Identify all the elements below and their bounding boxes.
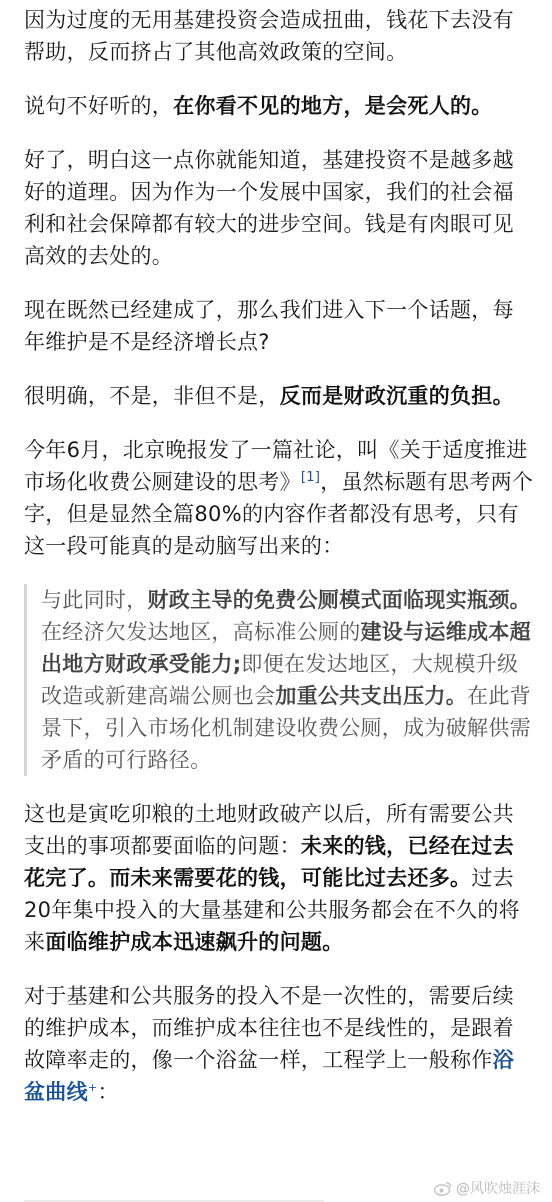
paragraph-text: ，虽然标题有思考两个字，但是显然全篇80%的内容作者都没有思考，只有这一段可能真的是动脑写出来的： <box>24 470 534 558</box>
weibo-icon <box>434 1181 452 1196</box>
paragraph-text: 这也是寅吃卯粮的土地财政破产以后，所有需要公共支出的事项都要面临的问题： <box>24 802 514 858</box>
watermark-text: @风吹烛涯沫 <box>456 1181 540 1197</box>
bold-emphasis: 建设与运维成本超出地方财政承受能力; <box>41 620 531 676</box>
blockquote <box>24 584 534 776</box>
paragraph-5 <box>24 380 534 412</box>
paragraph-text: 过去20年集中投入的大量基建和公共服务都会在不久的将来 <box>24 866 520 954</box>
paragraph-4 <box>24 294 534 358</box>
paragraph-text: 现在既然已经建成了，那么我们进入下一个话题，每年维护是不是经济增长点? <box>24 298 514 354</box>
paragraph-text: 很明确，不是，非但不是， <box>24 384 280 408</box>
paragraph-7 <box>24 798 534 958</box>
paragraph-6 <box>24 434 534 562</box>
paragraph-text: 好了，明白这一点你就能知道，基建投资不是越多越好的道理。因为作为一个发展中国家，我们的社会福利和社会保障都有较大的进步空间。钱是有肉眼可见高效的去处的。 <box>24 148 514 268</box>
bold-emphasis: 在你看不见的地方，是会死人的。 <box>173 94 493 118</box>
bold-emphasis: 加重公共支出压力。 <box>275 684 468 708</box>
paragraph-8 <box>24 980 534 1108</box>
paragraph-3 <box>24 144 534 272</box>
bold-emphasis: 反而是财政沉重的负担。 <box>279 384 514 408</box>
paragraph-1 <box>24 4 534 68</box>
quote-text: 即便在发达地区，大规模升级改造或新建高端公厕也会 <box>41 652 519 708</box>
quote-text: 与此同时， <box>41 588 148 612</box>
article-body <box>24 0 534 1108</box>
bathtub-curve-link[interactable]: 浴盆曲线 <box>24 1048 514 1104</box>
watermark <box>434 1178 540 1198</box>
citation-link[interactable]: [1] <box>300 470 321 485</box>
quote-text: 在此背景下，引入市场化机制建设收费公厕，成为破解供需矛盾的可行路径。 <box>41 684 531 772</box>
paragraph-text: 说句不好听的， <box>24 94 174 118</box>
bold-emphasis: 未来的钱，已经在过去花完了。而未来需要花的钱，可能比过去还多。 <box>24 834 514 890</box>
paragraph-2 <box>24 90 534 122</box>
paragraph-text: 今年6月，北京晚报发了一篇社论，叫《关于适度推进市场化收费公厕建设的思考》 <box>24 438 528 494</box>
bold-emphasis: 财政主导的免费公厕模式面临现实瓶颈。 <box>147 588 531 612</box>
paragraph-text: 因为过度的无用基建投资会造成扭曲，钱花下去没有帮助，反而挤占了其他高效政策的空间。 <box>24 8 514 64</box>
paragraph-text: ： <box>97 1080 119 1104</box>
paragraph-text: 对于基建和公共服务的投入不是一次性的，需要后续的维护成本，而维护成本往往也不是线性的，是跟着故障率走的，像一个浴盆一样，工程学上一般称作 <box>24 984 514 1072</box>
bold-emphasis: 面临维护成本迅速飙升的问题。 <box>45 930 344 954</box>
link-marker: + <box>87 1081 98 1094</box>
quote-text: 在经济欠发达地区，高标准公厕的 <box>41 620 361 644</box>
